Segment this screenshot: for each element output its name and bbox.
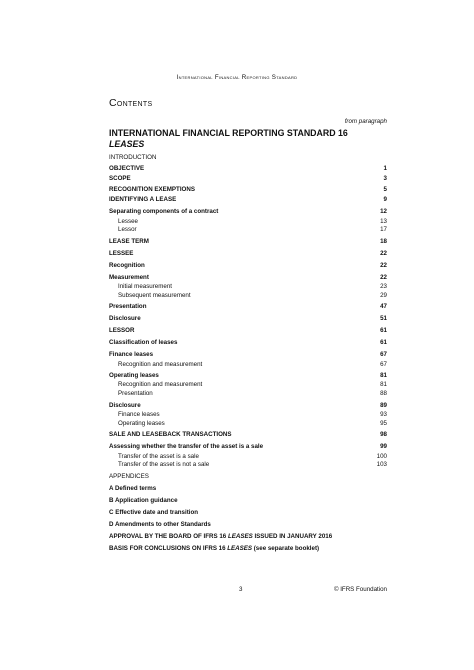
toc-entry-disclosure[interactable] (109, 314, 387, 325)
toc-entry-disc-finance-leases[interactable] (109, 411, 387, 420)
toc-page: 22 (380, 273, 387, 281)
toc-label: Initial measurement (118, 283, 172, 291)
toc-label: Classification of leases (109, 339, 178, 347)
toc-page: 88 (380, 390, 387, 398)
toc-label (109, 544, 319, 555)
running-header (0, 74, 474, 81)
toc-label: Lessor (118, 226, 137, 234)
from-paragraph-label: from paragraph (344, 118, 387, 125)
toc-page: 23 (380, 283, 387, 291)
toc-entry-recognition[interactable] (109, 261, 387, 272)
toc-label: A Defined terms (109, 484, 157, 492)
toc-label: LESSOR (109, 327, 135, 335)
toc-page: 51 (380, 315, 387, 323)
toc-entry-recognition-exemptions[interactable] (109, 185, 387, 196)
toc-label: Disclosure (109, 315, 141, 323)
toc-page: 3 (383, 175, 387, 182)
standard-title: INTERNATIONAL FINANCIAL REPORTING STANDARD 16 (109, 128, 348, 138)
toc-page: 61 (380, 327, 387, 335)
toc-page: 95 (380, 419, 387, 427)
toc-label: Lessee (118, 217, 138, 225)
toc-entry-lessee[interactable] (109, 249, 387, 260)
toc-entry-subsequent-measurement[interactable] (109, 292, 387, 301)
toc-label: Recognition and measurement (118, 360, 203, 368)
toc-entry-identifying-a-lease[interactable] (109, 195, 387, 206)
toc-entry-basis-for-conclusions[interactable] (109, 544, 387, 555)
toc-label: Finance leases (109, 351, 154, 359)
page-footer (109, 586, 387, 593)
toc-entry-lessor-disclosure[interactable] (109, 401, 387, 412)
toc-page: 12 (380, 208, 387, 215)
toc-label: Separating components of a contract (109, 208, 219, 215)
toc-label (109, 532, 332, 543)
toc-entry-operating-leases[interactable] (109, 371, 387, 382)
toc-label: OBJECTIVE (109, 164, 145, 172)
toc-label: Operating leases (109, 371, 159, 379)
toc-entry-lessor[interactable] (109, 326, 387, 337)
toc-entry-assessing-transfer[interactable] (109, 442, 387, 453)
standard-subtitle: LEASES (109, 138, 145, 149)
toc-label: RECOGNITION EXEMPTIONS (109, 185, 195, 193)
table-of-contents (109, 153, 387, 554)
toc-page: 61 (380, 339, 387, 347)
toc-page: 5 (383, 185, 387, 193)
toc-label: B Application guidance (109, 496, 178, 504)
toc-label: LESSEE (109, 249, 134, 257)
approval-title: LEASES (227, 532, 253, 540)
toc-entry-ol-recognition-measurement[interactable] (109, 381, 387, 390)
approval-suffix: ISSUED IN JANUARY 2016 (252, 532, 333, 540)
toc-label: Presentation (118, 390, 153, 398)
toc-entry-appendix-b[interactable] (109, 496, 387, 507)
toc-page: 9 (383, 196, 387, 203)
toc-label: D Amendments to other Standards (109, 520, 211, 528)
toc-entry-ol-presentation[interactable] (109, 390, 387, 399)
toc-label: IDENTIFYING A LEASE (109, 196, 177, 203)
toc-entry-appendix-c[interactable] (109, 508, 387, 519)
toc-page: 93 (380, 411, 387, 419)
toc-label: Transfer of the asset is not a sale (118, 461, 210, 469)
toc-label: Assessing whether the transfer of the asset is a sale (109, 443, 264, 451)
toc-label: SCOPE (109, 175, 131, 182)
contents-heading: Contents (109, 97, 153, 109)
toc-entry-finance-leases[interactable] (109, 350, 387, 361)
approval-prefix: APPROVAL BY THE BOARD OF IFRS 16 (109, 532, 228, 540)
toc-entry-lease-term[interactable] (109, 237, 387, 248)
toc-page: 47 (380, 303, 387, 311)
toc-page: 67 (380, 351, 387, 359)
toc-entry-separating-components[interactable] (109, 207, 387, 218)
basis-title: LEASES (227, 544, 253, 552)
toc-entry-measurement[interactable] (109, 273, 387, 284)
toc-label: Recognition (109, 261, 145, 269)
page-number: 3 (239, 586, 243, 593)
toc-entry-transfer-not-sale[interactable] (109, 461, 387, 470)
toc-entry-transfer-is-sale[interactable] (109, 453, 387, 462)
copyright-notice: © IFRS Foundation (333, 586, 387, 593)
basis-suffix: (see separate booklet) (252, 544, 320, 552)
toc-label: Finance leases (118, 411, 160, 419)
toc-page: 13 (380, 217, 387, 225)
toc-page: 1 (383, 164, 387, 172)
toc-entry-presentation[interactable] (109, 302, 387, 313)
toc-entry-scope[interactable] (109, 174, 387, 185)
toc-entry-appendix-a[interactable] (109, 484, 387, 495)
toc-label: C Effective date and transition (109, 508, 199, 516)
toc-label: Operating leases (118, 419, 165, 427)
toc-page: 81 (380, 381, 387, 389)
toc-entry-approval[interactable] (109, 532, 387, 543)
toc-label: Subsequent measurement (118, 291, 191, 299)
toc-entry-lessor-sub[interactable] (109, 226, 387, 235)
toc-page: 22 (380, 261, 387, 269)
toc-entry-objective[interactable] (109, 164, 387, 175)
toc-entry-appendices[interactable] (109, 472, 387, 483)
toc-page: 81 (380, 371, 387, 379)
toc-entry-classification[interactable] (109, 338, 387, 349)
toc-label: APPENDICES (109, 472, 149, 480)
toc-page: 89 (380, 401, 387, 409)
toc-entry-disc-operating-leases[interactable] (109, 420, 387, 429)
toc-page: 18 (380, 237, 387, 245)
toc-entry-fl-recognition-measurement[interactable] (109, 361, 387, 370)
toc-label: SALE AND LEASEBACK TRANSACTIONS (109, 431, 232, 439)
toc-label: Disclosure (109, 401, 141, 409)
toc-page: 103 (376, 461, 387, 469)
toc-entry-lessee-sub[interactable] (109, 218, 387, 227)
toc-entry-appendix-d[interactable] (109, 520, 387, 531)
toc-label: Transfer of the asset is a sale (118, 452, 199, 460)
toc-page: 100 (376, 452, 387, 460)
toc-label: Measurement (109, 273, 149, 281)
running-header-text: International Financial Reporting Standard (176, 74, 298, 81)
toc-label: Recognition and measurement (118, 381, 203, 389)
toc-entry-introduction[interactable] (109, 153, 387, 164)
standard-title-block (109, 128, 348, 149)
toc-label: Presentation (109, 303, 147, 311)
basis-prefix: BASIS FOR CONCLUSIONS ON IFRS 16 (109, 544, 228, 552)
toc-label: LEASE TERM (109, 237, 149, 245)
toc-label: INTRODUCTION (109, 154, 157, 161)
toc-page: 17 (380, 226, 387, 234)
toc-page: 98 (380, 431, 387, 439)
toc-page: 67 (380, 360, 387, 368)
toc-entry-initial-measurement[interactable] (109, 283, 387, 292)
toc-page: 29 (380, 291, 387, 299)
toc-entry-sale-leaseback[interactable] (109, 430, 387, 441)
toc-page: 99 (380, 443, 387, 451)
toc-page: 22 (380, 249, 387, 257)
